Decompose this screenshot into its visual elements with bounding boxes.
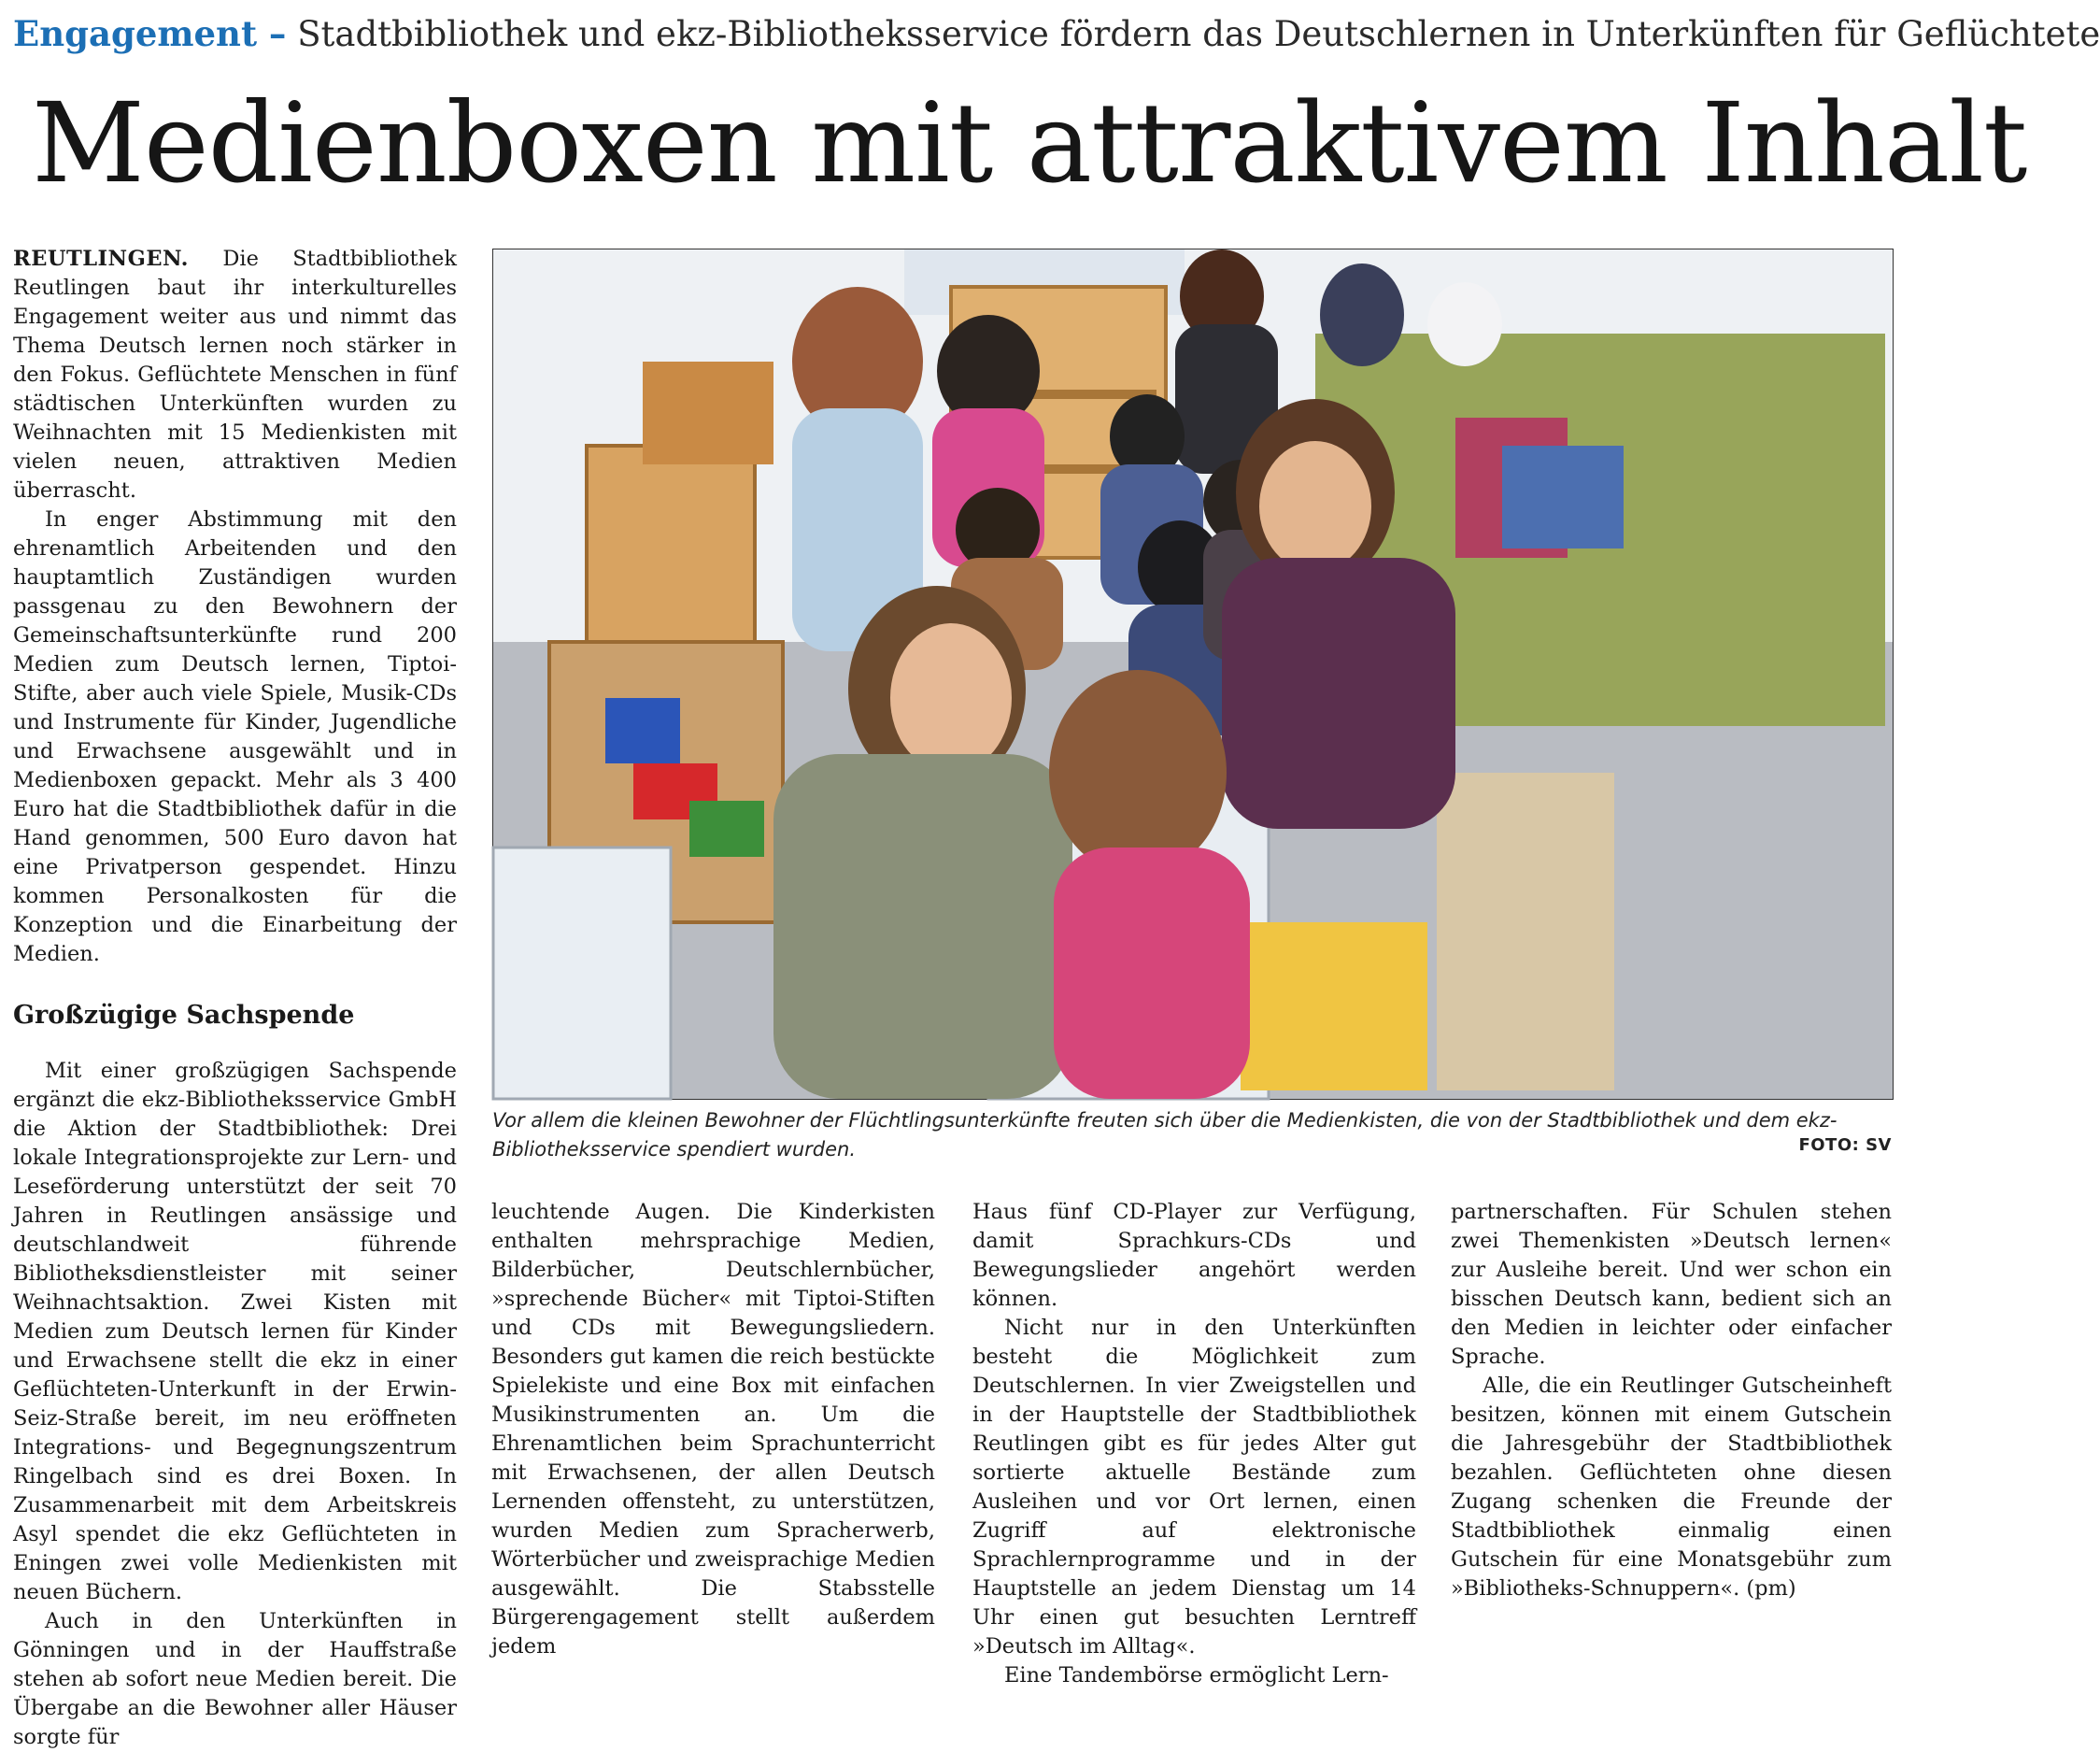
dateline: REUTLINGEN. <box>13 247 189 271</box>
topline <box>13 7 2100 61</box>
photo-scene <box>493 249 1893 1099</box>
photo-caption: Vor allem die kleinen Bewohner der Flüchtlingsunterkünfte freuten sich über die Medienkisten, die von der Stadtbibliothek und dem ekz-Bibliotheksservice spendiert wurden. <box>492 1109 1838 1161</box>
paragraph-3: Mit einer großzügigen Sachspende ergänzt die ekz-Bibliotheksservice GmbH die Aktion der Stadtbibliothek: Drei lokale Integrationsprojekte zur Lern- und Leseförderung unterstützt der seit 70 Jahren in Reutlingen ansässige und deutschlandweit führende Bibliotheksdienstleister mit seiner Weihnachtsaktion. Zwei Kisten mit Medien zum Deutsch lernen für Kinder und Erwachsene stellt die ekz in einer Geflüchteten-Unterkunft in der Erwin-Seiz-Straße bereit, im neu eröffneten Integrations- und Begegnungszentrum Ringelbach sind es drei Boxen. In Zusammenarbeit mit dem Arbeitskreis Asyl spendet die ekz Geflüchteten in Eningen zwei volle Medienkisten mit neuen Büchern. <box>13 1059 457 1604</box>
paragraph-1 <box>13 245 457 506</box>
paragraph-7: Nicht nur in den Unterkünften besteht die Möglichkeit zum Deutschlernen. In vier Zweigstellen und in der Hauptstelle der Stadtbibliothek Reutlingen gibt es für jedes Alter gut sortierte aktuelle Bestände zum Ausleihen und vor Ort lernen, einen Zugriff auf elektronische Sprachlernprogramme und in der Hauptstelle an jedem Dienstag um 14 Uhr einen gut besuchten Lerntreff »Deutsch im Alltag«. <box>972 1316 1416 1659</box>
paragraph-5: leuchtende Augen. Die Kinderkisten enthalten mehrsprachige Medien, Bilderbücher, Deutschlernbücher, »sprechende Bücher« mit Tiptoi-Stiften und CDs mit Bewegungsliedern. Besonders gut kamen die reich bestückte Spielekiste und eine Box mit einfachen Musikinstrumenten an. Um die Ehrenamtlichen beim Sprachunterricht mit Erwachsenen, der allen Deutsch Lernenden offensteht, zu unterstützen, wurden Medien zum Spracherwerb, Wörterbücher und zweisprachige Medien ausgewählt. Die Stabsstelle Bürgerengagement stellt außerdem jedem <box>491 1200 935 1659</box>
paragraph-1-text: Die Stadtbibliothek Reutlingen baut ihr interkulturelles Engagement weiter aus und nimmt das Thema Deutsch lernen noch stärker in den Fokus. Geflüchtete Menschen in fünf städtischen Unterkünften wurden zu Weihnachten mit 15 Medienkisten mit vielen neuen, attraktiven Medien überrascht. <box>13 247 457 503</box>
paragraph-9: partnerschaften. Für Schulen stehen zwei Themenkisten »Deutsch lernen« zur Ausleihe bereit. Und wer schon ein bisschen Deutsch kann, bedient sich an den Medien in leichter oder einfacher Sprache. <box>1451 1200 1892 1369</box>
paragraph-8: Eine Tandembörse ermöglicht Lern- <box>1004 1663 1389 1688</box>
paragraph-6: Haus fünf CD-Player zur Verfügung, damit Sprachkurs-CDs und Bewegungslieder angehört werden können. <box>972 1200 1416 1311</box>
paragraph-4: Auch in den Unterkünften in Gönningen und in der Hauffstraße stehen ab sofort neue Medien bereit. Die Übergabe an die Bewohner aller Häuser sorgte für <box>13 1609 457 1749</box>
paragraph-2: In enger Abstimmung mit den ehrenamtlich Arbeitenden und den hauptamtlich Zuständigen wurden passgenau zu den Bewohnern der Gemeinschaftsunterkünfte rund 200 Medien zum Deutsch lernen, Tiptoi-Stifte, aber auch viele Spiele, Musik-CDs und Instrumente für Kinder, Jugendliche und Erwachsene ausgewählt und in Medienboxen gepackt. Mehr als 3 400 Euro hat die Stadtbibliothek dafür in die Hand genommen, 500 Euro davon hat eine Privatperson gespendet. Hinzu kommen Personalkosten für die Konzeption und die Einarbeitung der Medien. <box>13 507 457 966</box>
photo-credit: FOTO: SV <box>1798 1135 1892 1155</box>
article-column-2 <box>491 1198 935 1661</box>
kicker-label: Engagement – <box>13 13 287 54</box>
topline-text: Stadtbibliothek und ekz-Bibliotheksservice fördern das Deutschlernen in Unterkünften für Geflüchtete <box>297 14 2100 54</box>
article-column-1 <box>13 245 457 1752</box>
article-column-3 <box>972 1198 1416 1690</box>
article-column-4 <box>1451 1198 1892 1603</box>
paragraph-10: Alle, die ein Reutlinger Gutscheinheft besitzen, können mit einem Gutschein die Jahresgebühr der Stadtbibliothek bezahlen. Geflüchteten ohne diesen Zugang schenken die Freunde der Stadtbibliothek einmalig einen Gutschein für eine Monatsgebühr zum »Bibliotheks-Schnuppern«. (pm) <box>1451 1374 1892 1601</box>
article-photo <box>492 249 1894 1100</box>
headline: Medienboxen mit attraktivem Inhalt <box>32 78 2027 207</box>
subhead: Großzügige Sachspende <box>13 1001 355 1030</box>
